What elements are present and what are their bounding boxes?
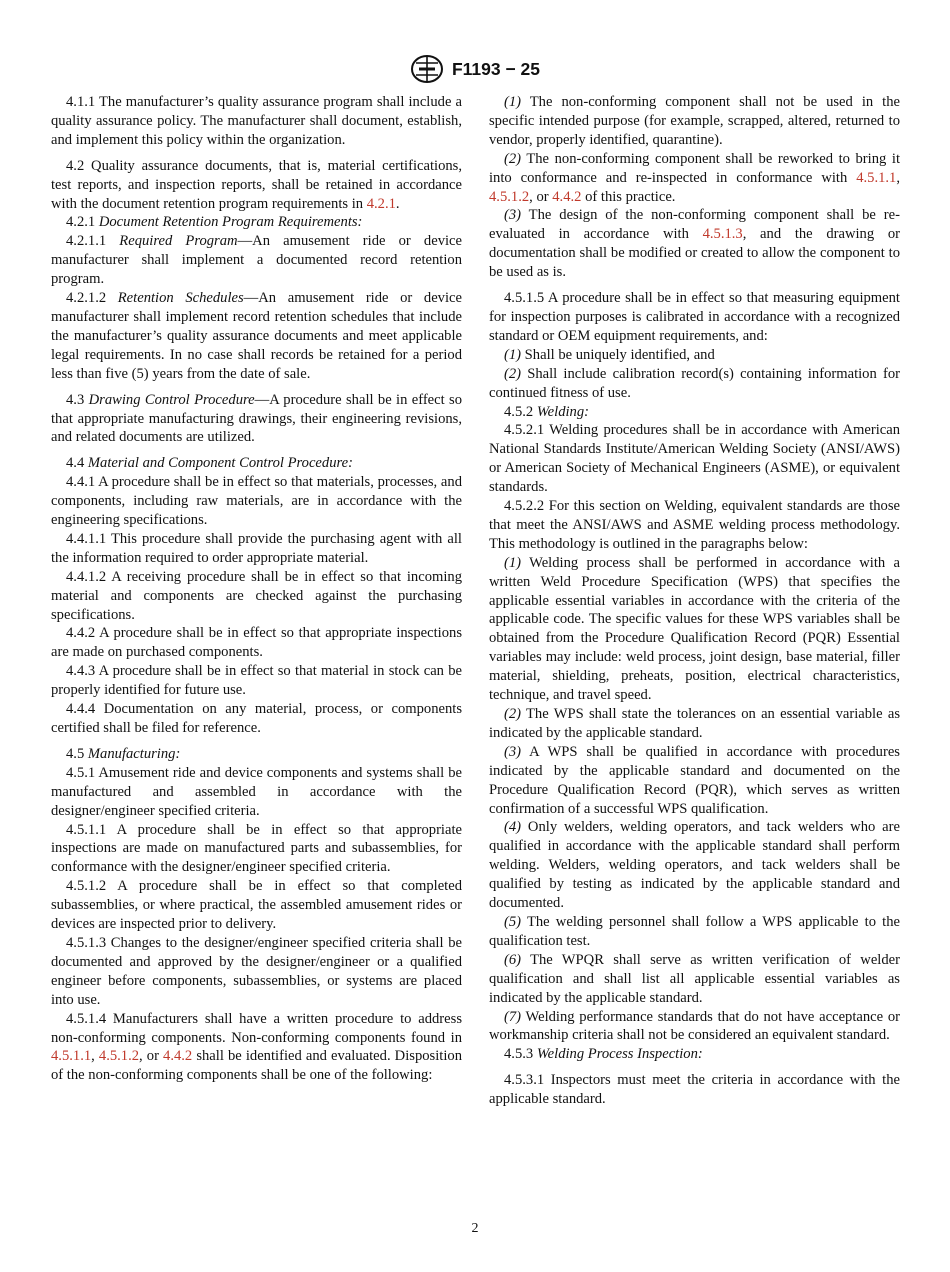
- text-run: The design of the non-conforming component shall be re-evaluated in accordance with: [489, 207, 900, 243]
- text-run: ,: [896, 169, 900, 186]
- text-run: The non-conforming component shall not be used in the specific intended purpose (for example, scrapped, altered, returned to vendor, properly identified, quarantine).: [489, 94, 900, 148]
- text-run: 4.4.4 Documentation on any material, process, or components certified shall be filed for reference.: [51, 701, 462, 736]
- italic-text: (1): [504, 346, 522, 363]
- section-reference-link[interactable]: 4.5.1.2: [489, 188, 530, 205]
- text-run: The welding personnel shall follow a WPS applicable to the qualification test.: [489, 913, 900, 949]
- paragraph: [489, 365, 900, 403]
- italic-text: Required Program: [119, 233, 238, 250]
- paragraph: [51, 391, 462, 448]
- italic-text: (3): [504, 207, 522, 224]
- text-run: 4.5.1.4 Manufacturers shall have a written procedure to address non-conforming components. Non-conforming components found in: [51, 1010, 462, 1046]
- italic-text: (1): [504, 94, 522, 110]
- italic-text: (3): [504, 743, 522, 760]
- text-run: 4.1.1 The manufacturer’s quality assurance program shall include a quality assurance policy. The manufacturer shall document, establish, and implement this policy within the organization.: [51, 94, 462, 148]
- paragraph: [51, 232, 462, 289]
- text-run: 4.4.2 A procedure shall be in effect so that appropriate inspections are made on purchased components.: [51, 625, 462, 661]
- left-column: [51, 93, 462, 1085]
- italic-text: Document Retention Program Requirements:: [98, 214, 363, 231]
- section-reference-link[interactable]: 4.2.1: [366, 195, 396, 212]
- paragraph: [489, 497, 900, 554]
- text-run: Welding process shall be performed in accordance with a written Weld Procedure Specification (WPS) that specifies the applicable essential variables in accordance with the criteria of the applicable code. The specific values for these WPS variables shall be obtained from the Procedure Qualification Record (PQR) Essential variables may include: weld process, joint design, base material, filler material, shielding, preheats, position, electrical characteristics, technique, and travel speed.: [489, 554, 900, 704]
- paragraph: [51, 764, 462, 821]
- text-run: 4.5.2.1 Welding procedures shall be in accordance with American National Standards Institute/American Welding Society (ANSI/AWS) or American Society of Mechanical Engineers (ASME), or equivalent standards.: [489, 422, 900, 496]
- section-reference-link[interactable]: 4.5.1.1: [856, 169, 897, 186]
- section-reference-link[interactable]: 4.4.2: [163, 1048, 193, 1065]
- right-column: [489, 93, 900, 1109]
- text-run: 4.5.1.2 A procedure shall be in effect so that completed subassemblies, or where practical, the assembled amusement rides or devices are inspected prior to delivery.: [51, 878, 462, 933]
- text-run: 4.5: [66, 745, 88, 762]
- text-run: of this practice.: [581, 188, 676, 205]
- paragraph: [489, 93, 900, 150]
- paragraph: [51, 700, 462, 738]
- page-header: [0, 54, 950, 84]
- italic-text: Material and Component Control Procedure:: [87, 455, 353, 472]
- text-run: 4.4: [66, 455, 88, 472]
- section-reference-link[interactable]: 4.4.2: [552, 188, 582, 205]
- paragraph: [51, 213, 462, 232]
- italic-text: Retention Schedules: [117, 290, 244, 307]
- italic-text: (7): [504, 1008, 522, 1025]
- text-run: 4.2.1: [66, 214, 99, 231]
- paragraph: [489, 705, 900, 743]
- text-run: .: [395, 195, 400, 212]
- section-reference-link[interactable]: 4.5.1.3: [702, 226, 743, 243]
- paragraph: [489, 150, 900, 207]
- text-run: Shall include calibration record(s) containing information for continued fitness of use.: [489, 365, 900, 401]
- paragraph: [489, 421, 900, 497]
- paragraph: [51, 1010, 462, 1086]
- italic-text: Welding:: [536, 403, 589, 420]
- text-run: A WPS shall be qualified in accordance with procedures indicated by the applicable standard and documented on the Procedure Qualification Record (PQR), which serves as written confirmation of a successful WPS qualification.: [489, 743, 900, 817]
- paragraph: [51, 568, 462, 625]
- italic-text: Welding Process Inspection:: [536, 1046, 703, 1063]
- text-run: 4.4.1.1 This procedure shall provide the purchasing agent with all the information required to order appropriate material.: [51, 530, 462, 566]
- text-run: The non-conforming component shall be reworked to bring it into conformance and re-inspected in conformance with: [489, 150, 900, 186]
- italic-text: (6): [504, 951, 522, 968]
- text-run: Only welders, welding operators, and tack welders who are qualified in accordance with the applicable standard shall perform welding. Welders, welding operators, and tack welders shall be qualified by testing as indicated by the applicable standard and documented.: [489, 819, 900, 912]
- paragraph: [489, 206, 900, 282]
- paragraph: [489, 1071, 900, 1109]
- paragraph: [51, 473, 462, 530]
- text-run: , and the drawing or documentation shall be modified or created to allow the component to be used as is.: [489, 226, 900, 281]
- text-run: 4.5.2: [504, 403, 537, 420]
- italic-text: (2): [504, 706, 522, 722]
- text-run: —An amusement ride or device manufacturer shall implement a documented record retention program.: [51, 233, 463, 288]
- text-run: 4.5.1.5 A procedure shall be in effect so that measuring equipment for inspection purposes is calibrated in accordance with a recognized standard or OEM equipment requirements, and:: [489, 290, 900, 344]
- paragraph: [51, 93, 462, 150]
- text-run: 4.2.1.2: [66, 290, 118, 307]
- text-run: , or: [529, 188, 553, 205]
- text-run: —An amusement ride or device manufacturer shall implement record retention schedules that include the manufacturer’s quality assurance documents and meet applicable legal requirements. In no case shall records be retained for a period less than five (5) years from the date of sale.: [51, 290, 462, 382]
- paragraph: [51, 624, 462, 662]
- paragraph: [51, 877, 462, 934]
- paragraph: [51, 289, 462, 384]
- paragraph: [51, 530, 462, 568]
- paragraph: [489, 951, 900, 1008]
- section-reference-link[interactable]: 4.5.1.2: [98, 1048, 140, 1065]
- paragraph: [51, 934, 462, 1010]
- paragraph: [489, 403, 900, 422]
- text-run: 4.5.1.3 Changes to the designer/engineer specified criteria shall be documented and approved by the designer/engineer or a qualified engineer before components, subassemblies, or systems are placed into use.: [51, 934, 462, 1008]
- italic-text: (1): [504, 554, 522, 571]
- paragraph: [489, 913, 900, 951]
- astm-logo-icon: [410, 54, 444, 84]
- text-run: 4.5.2.2 For this section on Welding, equivalent standards are those that meet the ANSI/AWS and ASME welding process methodology. This methodology is outlined in the paragraphs below:: [489, 498, 900, 552]
- text-run: The WPS shall state the tolerances on an essential variable as indicated by the applicable standard.: [489, 706, 900, 741]
- text-run: Welding performance standards that do not have acceptance or workmanship criteria shall not be considered an equivalent standard.: [489, 1008, 900, 1044]
- paragraph: [489, 289, 900, 346]
- italic-text: (4): [504, 819, 522, 836]
- paragraph: [489, 743, 900, 819]
- paragraph: [489, 1045, 900, 1064]
- italic-text: (5): [504, 913, 522, 930]
- page-number: 2: [471, 1221, 479, 1236]
- section-reference-link[interactable]: 4.5.1.1: [51, 1048, 92, 1065]
- italic-text: (2): [504, 150, 522, 167]
- paragraph: [489, 346, 900, 365]
- italic-text: Drawing Control Procedure: [88, 391, 255, 408]
- text-run: 4.5.3.1 Inspectors must meet the criteria in accordance with the applicable standard.: [489, 1072, 900, 1108]
- text-run: , or: [139, 1048, 164, 1065]
- paragraph: [51, 454, 462, 473]
- text-run: 4.4.1.2 A receiving procedure shall be in effect so that incoming material and components are checked against the purchasing specifications.: [51, 568, 462, 623]
- text-run: 4.3: [66, 391, 89, 408]
- italic-text: (2): [504, 365, 522, 382]
- text-run: Shall be uniquely identified, and: [521, 346, 715, 363]
- paragraph: [51, 662, 462, 700]
- text-run: 4.4.1 A procedure shall be in effect so that materials, processes, and components, including raw materials, are in accordance with the engineering specifications.: [51, 474, 462, 529]
- text-run: ,: [91, 1048, 99, 1065]
- text-run: 4.5.1 Amusement ride and device components and systems shall be manufactured and assembled in accordance with the designer/engineer specified criteria.: [51, 764, 462, 819]
- paragraph: [489, 554, 900, 705]
- text-run: 4.5.1.1 A procedure shall be in effect so that appropriate inspections are made on manufactured parts and subassemblies, for conformance with the designer/engineer specified criteria.: [51, 821, 462, 876]
- paragraph: [51, 745, 462, 764]
- paragraph: [489, 1008, 900, 1046]
- italic-text: Manufacturing:: [87, 745, 181, 762]
- text-run: 4.4.3 A procedure shall be in effect so that material in stock can be properly identified for future use.: [51, 663, 462, 699]
- text-run: 4.5.3: [504, 1046, 537, 1063]
- paragraph: [51, 157, 462, 214]
- standard-designation: F1193 − 25: [451, 58, 541, 79]
- paragraph: [489, 818, 900, 913]
- text-run: shall be identified and evaluated. Disposition of the non-conforming components shall be one of the following:: [51, 1048, 462, 1084]
- text-run: 4.2.1.1: [66, 233, 120, 250]
- paragraph: [51, 821, 462, 878]
- text-run: —A procedure shall be in effect so that appropriate manufacturing drawings, their engineering revisions, and related documents are utilized.: [51, 391, 463, 446]
- text-run: 4.2 Quality assurance documents, that is, material certifications, test reports, and inspection reports, shall be retained in accordance with the document retention program requirements in: [51, 157, 462, 212]
- text-run: The WPQR shall serve as written verification of welder qualification and shall list all applicable essential variables as indicated by the applicable standard.: [489, 951, 900, 1006]
